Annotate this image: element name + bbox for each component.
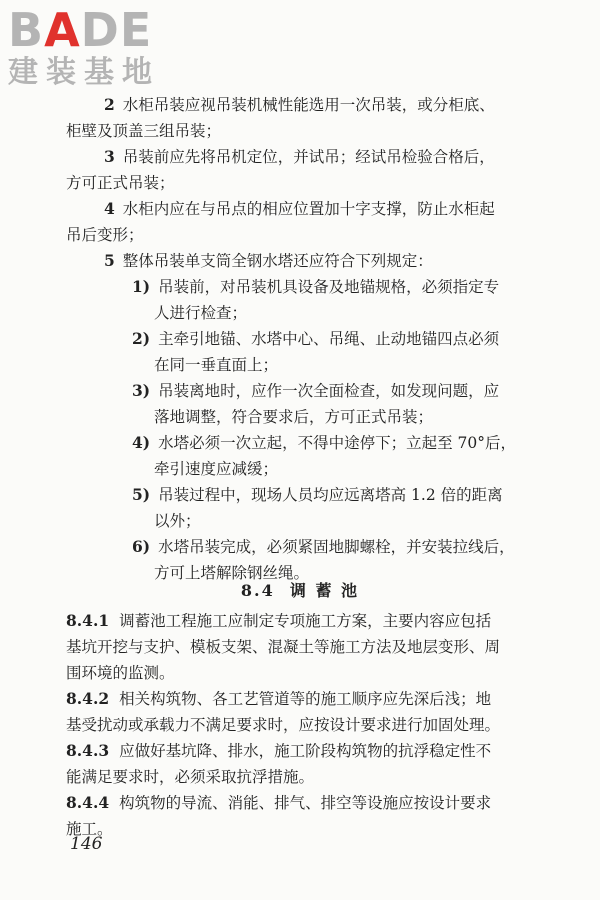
subitem-4-line1: 4) 水塔必须一次立起，不得中途停下；立起至 70°后， <box>132 433 517 452</box>
clause-8-4-1-line1: 8.4.1 调蓄池工程施工应制定专项施工方案，主要内容应包括 <box>66 611 492 630</box>
item-3-line1: 3 吊装前应先将吊机定位，并试吊；经试吊检验合格后， <box>104 147 495 166</box>
subitem-3-line1: 3) 吊装离地时，应作一次全面检查，如发现问题，应 <box>132 381 500 400</box>
clause-8-4-3-line1: 8.4.3 应做好基坑降、排水，施工阶段构筑物的抗浮稳定性不 <box>66 741 492 760</box>
clause-8-4-1-line2: 基坑开挖与支护、模板支架、混凝土等施工方法及地层变形、周 <box>66 638 501 656</box>
clause-8-4-4-line1: 8.4.4 构筑物的导流、消能、排气、排空等设施应按设计要求 <box>66 793 492 812</box>
clause-8-4-1-line3: 围环境的监测。 <box>66 664 175 682</box>
subitem-1-line1: 1) 吊装前，对吊装机具设备及地锚规格，必须指定专 <box>132 277 500 296</box>
item-4-line1: 4 水柜内应在与吊点的相应位置加十字支撑，防止水柜起 <box>104 199 495 218</box>
subitem-3-line2: 落地调整，符合要求后，方可正式吊装； <box>154 408 434 426</box>
clause-8-4-2-line1: 8.4.2 相关构筑物、各工艺管道等的施工顺序应先深后浅；地 <box>66 689 492 708</box>
subitem-2-line2: 在同一垂直面上； <box>154 356 279 374</box>
page-number: 146 <box>70 834 103 854</box>
subitem-6-line2: 方可上塔解除钢丝绳。 <box>154 564 310 582</box>
item-3-line2: 方可正式吊装； <box>66 174 175 192</box>
logo <box>8 3 160 90</box>
section-heading: 8.4 调 蓄 池 <box>240 581 360 600</box>
subitem-1-line2: 人进行检查； <box>154 304 248 322</box>
logo-chinese-name: 建装基地 <box>8 55 160 90</box>
clause-8-4-4-line2: 施工。 <box>66 820 113 838</box>
item-5-line1: 5 整体吊装单支筒全钢水塔还应符合下列规定： <box>104 251 433 270</box>
clause-8-4-2-line2: 基受扰动或承载力不满足要求时，应按设计要求进行加固处理。 <box>66 716 501 734</box>
item-4-line2: 吊后变形； <box>66 226 144 244</box>
subitem-4-line2: 牵引速度应减缓； <box>154 460 279 478</box>
item-2-line1: 2 水柜吊装应视吊装机械性能选用一次吊装，或分柜底、 <box>104 95 495 114</box>
logo-wordmark: BADE <box>8 3 153 57</box>
subitem-2-line1: 2) 主牵引地锚、水塔中心、吊绳、止动地锚四点必须 <box>132 329 500 348</box>
subitem-5-line2: 以外； <box>154 512 201 530</box>
subitem-6-line1: 6) 水塔吊装完成，必须紧固地脚螺栓，并安装拉线后， <box>132 537 515 556</box>
item-2-line2: 柜壁及顶盖三组吊装； <box>66 122 222 140</box>
subitem-5-line1: 5) 吊装过程中，现场人员均应远离塔高 1.2 倍的距离 <box>132 485 503 504</box>
clause-8-4-3-line2: 能满足要求时，必须采取抗浮措施。 <box>66 768 315 786</box>
